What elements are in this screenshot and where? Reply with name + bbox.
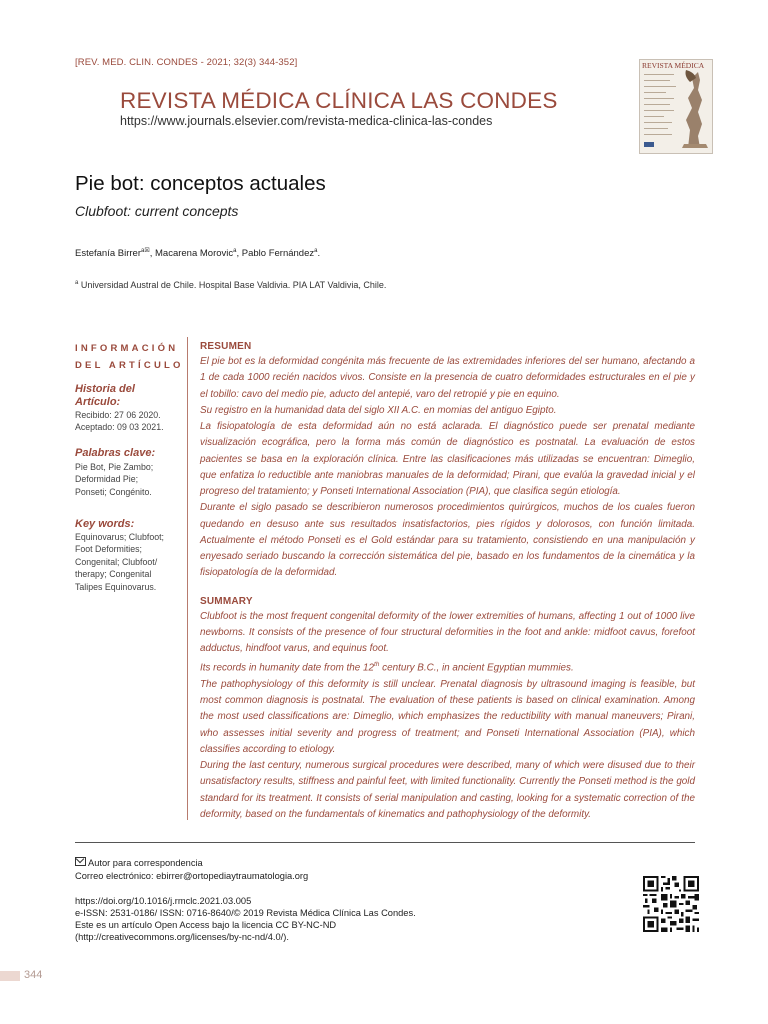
cover-illustration xyxy=(640,60,712,153)
keywords-en-list xyxy=(75,531,164,593)
resumen-paragraph: Su registro en la humanidad data del siglo XII A.C. en momias del antiguo Egipto. xyxy=(200,404,557,416)
license-link[interactable]: (http://creativecommons.org/licenses/by-nc-nd/4.0/). xyxy=(75,932,289,942)
correspondence-block xyxy=(75,857,308,883)
correspondence-label: Autor para correspondencia xyxy=(88,858,203,868)
doi-link[interactable]: https://doi.org/10.1016/j.rmclc.2021.03.005 xyxy=(75,896,252,906)
license-line: Este es un artículo Open Access bajo la licencia CC BY-NC-ND xyxy=(75,920,337,930)
article-subtitle: Clubfoot: current concepts xyxy=(75,203,239,219)
envelope-icon xyxy=(75,857,86,866)
affiliation-mark: a xyxy=(75,280,79,286)
keyword-line: Talipes Equinovarus. xyxy=(75,581,157,592)
footer-divider xyxy=(75,842,695,843)
keywords-en-heading: Key words: xyxy=(75,518,135,530)
author-affiliation-mark: a☒ xyxy=(141,248,150,254)
keyword-line: Equinovarus; Clubfoot; xyxy=(75,532,164,542)
affiliation-text: Universidad Austral de Chile. Hospital Base Valdivia. PIA LAT Valdivia, Chile. xyxy=(80,280,387,290)
author-list: Estefanía Birrer$^{a☒}$, Macarena Morovic$^a$, Pablo Fernández$^a$. xyxy=(75,248,321,260)
history-heading: Historia del Artículo: xyxy=(75,383,135,408)
keyword-line: therapy; Congenital xyxy=(75,569,152,580)
author-affiliation-mark: a xyxy=(233,248,237,254)
qr-code-icon[interactable] xyxy=(643,876,699,932)
article-title: Pie bot: conceptos actuales xyxy=(75,172,326,195)
journal-citation: [REV. MED. CLIN. CONDES - 2021; 32(3) 344-352] xyxy=(75,57,298,68)
page-number: 344 xyxy=(24,969,43,981)
summary-paragraph: Its records in humanity date from the 12th century B.C., in ancient Egyptian mummies. xyxy=(200,661,574,674)
summary-paragraph: Clubfoot is the most frequent congenital deformity of the lower extremities of humans, affecting 1 out of 1000 live newborns. It consists of the presence of four structural deformities in the foot and ankle: midfoot cavus, forefoot adductus, hindfoot varus, and equinus foot. xyxy=(200,610,695,654)
resumen-heading: RESUMEN xyxy=(200,341,252,352)
keyword-line: Ponseti; Congénito. xyxy=(75,486,152,497)
keyword-line: Congenital; Clubfoot/ xyxy=(75,556,158,567)
resumen-paragraph: El pie bot es la deformidad congénita más frecuente de las extremidades inferiores del ser humano, afectando a 1 de cada 1000 recién nacidos vivos. Consiste en la presencia de cuatro deformidades estructurales en el pie y el tobillo: cavo del medio pie, aducto del antepié, varo del retropié y pie en equino. xyxy=(200,356,695,400)
received-date: Recibido: 27 06 2020. xyxy=(75,410,161,420)
abstract-column xyxy=(200,340,695,823)
keyword-line: Foot Deformities; xyxy=(75,544,142,555)
keyword-line: Pie Bot, Pie Zambo; xyxy=(75,462,154,472)
affiliation xyxy=(75,280,386,290)
correspondence-email[interactable]: Correo electrónico: ebirrer@ortopediaytraumatologia.org xyxy=(75,871,309,881)
journal-url-link[interactable]: https://www.journals.elsevier.com/revista-medica-clinica-las-condes xyxy=(120,114,493,128)
issn-line: e-ISSN: 2531-0186/ ISSN: 0716-8640/© 2019 Revista Médica Clínica Las Condes. xyxy=(75,908,416,918)
author-name: Pablo Fernández xyxy=(241,248,315,260)
keywords-es-list xyxy=(75,461,153,498)
page-number-bar xyxy=(0,971,20,981)
column-divider xyxy=(187,337,188,820)
summary-paragraph: The pathophysiology of this deformity is still unclear. Prenatal diagnosis by ultrasound imaging is feasible, but most common diagnosis is postnatal. The evaluation of these patients is based on clinical examination. Among the most used classifications are: Dimeglio, which emphasizes the reductibility with manual maneuvers; Pirani, who assesses initial severity and progress of treatment; and Ponseti International Association (PIA), which classifies according to etiology. xyxy=(200,678,695,755)
history-dates xyxy=(75,409,164,434)
article-info-heading: INFORMACIÓN DEL ARTÍCULO xyxy=(75,343,184,371)
cover-title: REVISTA MÉDICA xyxy=(642,61,705,70)
accepted-date: Aceptado: 09 03 2021. xyxy=(75,422,164,433)
journal-cover-thumbnail xyxy=(639,59,713,154)
keywords-es-heading: Palabras clave: xyxy=(75,447,156,459)
keyword-line: Deformidad Pie; xyxy=(75,474,139,485)
author-name: Macarena Morovic xyxy=(155,248,234,260)
author-name: Estefanía Birrer xyxy=(75,248,141,260)
journal-name: REVISTA MÉDICA CLÍNICA LAS CONDES xyxy=(120,88,558,113)
resumen-paragraph: Durante el siglo pasado se describieron numerosos procedimientos quirúrgicos, muchos de los cuales fueron quedando en desuso ante sus resultados insatisfactorios, pies rígidos y dolorosos, con función limitada. Actualmente el método Ponseti es el Gold estándar para su tratamiento, consistiendo en una manipulación y enyesado seriado buscando la corrección sistemática del pie, basado en los fundamentos de la cinemática y la fisiopatología de la deformidad. xyxy=(200,502,695,579)
summary-paragraph: During the last century, numerous surgical procedures were described, many of which were disused due to their unsatisfactory results, stiffness and painful feet, with limited functionality. Currently the Ponseti method is the gold standard for its treatment. It consists of serial manipulation and casting, looking for a systematic correction of the deformity, based on the fundamentals of kinematics and pathophysiology of the deformity. xyxy=(200,760,695,820)
publication-info xyxy=(75,895,416,943)
summary-heading: SUMMARY xyxy=(200,595,253,607)
author-affiliation-mark: a xyxy=(314,248,318,254)
resumen-paragraph: La fisiopatología de esta deformidad aún no está aclarada. El diagnóstico puede ser prenatal mediante visualización ecográfica, pero la forma más común de diagnóstico es postnatal. La evaluación de estos pacientes se basa en la exploración clínica. Entre las clasificaciones más utilizadas se encuentran: Dimeglio, que enfatiza lo reductible ante maniobras manuales de la deformidad; Pirani, que evalúa la gravedad inicial y el progreso del tratamiento; y Ponseti International Association (PIA), que clasifica según etiología. xyxy=(200,421,695,497)
